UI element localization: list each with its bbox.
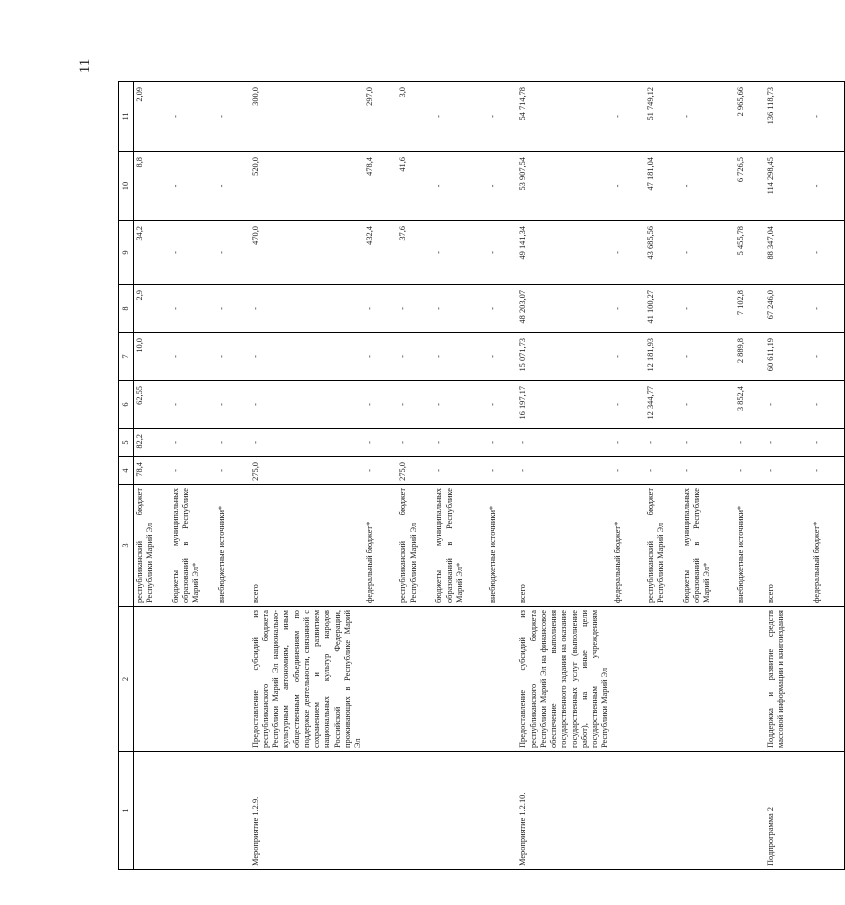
table-cell: - — [487, 82, 517, 152]
table-cell: - — [397, 381, 433, 429]
header-cell: 5 — [119, 429, 134, 457]
table-cell — [364, 607, 397, 752]
table-cell: - — [681, 152, 735, 221]
table-cell — [681, 752, 735, 870]
table-row — [487, 82, 517, 870]
table-cell: - — [433, 285, 487, 333]
table-cell: - — [681, 221, 735, 285]
table-cell: 48 203,07 — [517, 285, 611, 333]
table-cell: республиканский бюджет Республики Марий Эл — [645, 485, 681, 607]
header-cell: 11 — [119, 82, 134, 152]
table-cell: - — [170, 82, 216, 152]
table-cell: 432,4 — [364, 221, 397, 285]
table-cell: - — [433, 457, 487, 485]
header-cell: 10 — [119, 152, 134, 221]
table-cell: 275,0 — [397, 457, 433, 485]
table-cell: - — [250, 429, 365, 457]
header-cell: 4 — [119, 457, 134, 485]
table-cell: внебюджетные источники* — [735, 485, 765, 607]
table-cell: - — [765, 457, 811, 485]
table-cell: 82,2 — [134, 429, 170, 457]
table-cell: 88 347,04 — [765, 221, 811, 285]
table-cell — [433, 607, 487, 752]
table-cell: - — [216, 457, 250, 485]
table-cell: - — [170, 285, 216, 333]
table-cell: - — [433, 429, 487, 457]
table-cell: - — [681, 285, 735, 333]
table-cell: Мероприятие 1.2.9. — [250, 752, 365, 870]
table-cell: 2,9 — [134, 285, 170, 333]
table-cell: 51 749,12 — [645, 82, 681, 152]
table-cell: 67 246,0 — [765, 285, 811, 333]
table-row — [216, 82, 250, 870]
table-cell: - — [487, 285, 517, 333]
table-cell: - — [811, 82, 845, 152]
table-cell — [170, 752, 216, 870]
table-cell: 2 889,8 — [735, 333, 765, 381]
table-cell — [216, 607, 250, 752]
table-cell: - — [645, 429, 681, 457]
table-cell: 2 965,66 — [735, 82, 765, 152]
table-cell: 8,8 — [134, 152, 170, 221]
table-cell: - — [216, 381, 250, 429]
table-cell: - — [811, 221, 845, 285]
table-cell: федеральный бюджет* — [612, 485, 645, 607]
table-cell: - — [216, 82, 250, 152]
table-cell: - — [487, 457, 517, 485]
table-cell: - — [170, 457, 216, 485]
table-cell: 114 298,45 — [765, 152, 811, 221]
table-row — [612, 82, 645, 870]
table-cell: - — [612, 82, 645, 152]
table-cell — [397, 752, 433, 870]
table-cell: - — [397, 429, 433, 457]
table-cell: - — [681, 333, 735, 381]
table-row — [765, 82, 811, 870]
table-cell — [397, 607, 433, 752]
table-cell: - — [397, 285, 433, 333]
table-cell: - — [216, 429, 250, 457]
table-cell: республиканский бюджет Республики Марий Эл — [397, 485, 433, 607]
table-row — [397, 82, 433, 870]
table-row — [364, 82, 397, 870]
table-cell: - — [170, 152, 216, 221]
table-cell: 2,09 — [134, 82, 170, 152]
table-row — [250, 82, 365, 870]
header-cell: 3 — [119, 485, 134, 607]
table-cell: 3,0 — [397, 82, 433, 152]
rotated-page — [118, 82, 821, 870]
header-cell: 8 — [119, 285, 134, 333]
table-cell: 53 907,54 — [517, 152, 611, 221]
table-cell: 78,4 — [134, 457, 170, 485]
table-cell: - — [170, 221, 216, 285]
table-cell: республиканский бюджет Республики Марий Эл — [134, 485, 170, 607]
table-cell: - — [364, 457, 397, 485]
table-cell: 478,4 — [364, 152, 397, 221]
table-cell: - — [487, 381, 517, 429]
table-cell: 47 181,04 — [645, 152, 681, 221]
table-cell: - — [364, 429, 397, 457]
table-row — [735, 82, 765, 870]
table-cell: - — [250, 285, 365, 333]
table-cell: 12 181,93 — [645, 333, 681, 381]
table-row — [134, 82, 170, 870]
table-cell: - — [735, 429, 765, 457]
table-cell: 7 102,8 — [735, 285, 765, 333]
table-cell: 136 118,73 — [765, 82, 811, 152]
table-cell: - — [216, 152, 250, 221]
table-body — [119, 82, 845, 870]
table-cell: 5 455,78 — [735, 221, 765, 285]
header-cell: 6 — [119, 381, 134, 429]
table-cell: 520,0 — [250, 152, 365, 221]
table-cell: 275,0 — [250, 457, 365, 485]
table-cell: - — [612, 457, 645, 485]
table-cell: 16 197,17 — [517, 381, 611, 429]
table-row — [681, 82, 735, 870]
table-cell: - — [517, 429, 611, 457]
table-cell — [681, 607, 735, 752]
table-cell: бюджеты муниципальных образований в Республике Марий Эл* — [681, 485, 735, 607]
table-cell: 43 685,56 — [645, 221, 681, 285]
table-cell: федеральный бюджет* — [364, 485, 397, 607]
table-cell: - — [811, 457, 845, 485]
table-cell: - — [216, 333, 250, 381]
table-cell: 54 714,78 — [517, 82, 611, 152]
table-cell — [612, 607, 645, 752]
table-cell — [811, 607, 845, 752]
table-cell: 297,0 — [364, 82, 397, 152]
table-cell: - — [612, 221, 645, 285]
table-cell: 41,6 — [397, 152, 433, 221]
table-cell: - — [681, 381, 735, 429]
table-cell: 34,2 — [134, 221, 170, 285]
table-cell: - — [487, 152, 517, 221]
header-cell: 1 — [119, 752, 134, 870]
table-cell — [433, 752, 487, 870]
table-row — [645, 82, 681, 870]
table-cell — [735, 607, 765, 752]
table-cell — [487, 752, 517, 870]
table-cell: - — [612, 381, 645, 429]
table-cell: - — [364, 381, 397, 429]
table-cell: всего — [765, 485, 811, 607]
table-cell: Поддержка и развитие средств массовой информации и книгоиздания — [765, 607, 811, 752]
table-cell: 62,55 — [134, 381, 170, 429]
table-cell: - — [811, 285, 845, 333]
table-cell: 12 344,77 — [645, 381, 681, 429]
table-row — [811, 82, 845, 870]
table-cell: Предоставление субсидий из республиканского бюджета Республики Марий Эл национально-культурным автономиям, иным общественным объединениям по поддержке деятельности, связанной с сохранением и развитием национальных культур народов Российской Федерации, проживающих в Республике Марий Эл — [250, 607, 365, 752]
header-cell: 9 — [119, 221, 134, 285]
table-cell: Предоставление субсидий из республиканского бюджета Республики Марий Эл на финансовое обеспечение выполнения государственного задания на оказание государственных услуг (выполнение работ), на иные цели государственным учреждениям Республики Марий Эл — [517, 607, 611, 752]
table-cell — [364, 752, 397, 870]
table-cell: - — [645, 457, 681, 485]
budget-table — [118, 81, 845, 870]
table-cell: - — [433, 152, 487, 221]
header-cell: 7 — [119, 333, 134, 381]
table-cell: федеральный бюджет* — [811, 485, 845, 607]
table-cell: - — [681, 429, 735, 457]
table-cell: 60 611,19 — [765, 333, 811, 381]
table-cell: - — [811, 152, 845, 221]
table-cell: - — [487, 221, 517, 285]
table-cell: 37,6 — [397, 221, 433, 285]
table-cell: - — [612, 152, 645, 221]
table-cell — [170, 607, 216, 752]
table-cell: - — [811, 429, 845, 457]
table-cell: - — [433, 381, 487, 429]
table-row — [517, 82, 611, 870]
table-row — [433, 82, 487, 870]
table-cell: внебюджетные источники* — [487, 485, 517, 607]
table-cell: 3 852,4 — [735, 381, 765, 429]
table-cell: Подпрограмма 2 — [765, 752, 811, 870]
table-cell — [216, 752, 250, 870]
table-cell — [612, 752, 645, 870]
table-cell: 10,0 — [134, 333, 170, 381]
table-cell: - — [612, 429, 645, 457]
table-cell: бюджеты муниципальных образований в Республике Марий Эл* — [433, 485, 487, 607]
table-cell: 49 141,34 — [517, 221, 611, 285]
table-cell: - — [612, 285, 645, 333]
table-cell: - — [364, 333, 397, 381]
table-cell: - — [612, 333, 645, 381]
table-cell: Мероприятие 1.2.10. — [517, 752, 611, 870]
table-cell: внебюджетные источники* — [216, 485, 250, 607]
table-cell: бюджеты муниципальных образований в Республике Марий Эл* — [170, 485, 216, 607]
table-cell: - — [517, 457, 611, 485]
page-number: 11 — [77, 58, 93, 74]
table-cell: - — [433, 221, 487, 285]
table-cell — [645, 752, 681, 870]
table-cell: - — [250, 333, 365, 381]
table-cell: 6 726,5 — [735, 152, 765, 221]
table-cell: 15 071,73 — [517, 333, 611, 381]
table-cell — [134, 607, 170, 752]
table-cell: - — [735, 457, 765, 485]
table-cell: - — [765, 381, 811, 429]
table-cell: - — [250, 381, 365, 429]
header-cell: 2 — [119, 607, 134, 752]
table-cell: 300,0 — [250, 82, 365, 152]
table-cell: - — [216, 221, 250, 285]
table-cell: - — [170, 381, 216, 429]
header-row — [119, 82, 134, 870]
table-cell: - — [364, 285, 397, 333]
table-cell: - — [681, 82, 735, 152]
table-cell: - — [433, 333, 487, 381]
table-cell: - — [811, 381, 845, 429]
table-cell — [735, 752, 765, 870]
table-cell: всего — [250, 485, 365, 607]
table-cell: - — [811, 333, 845, 381]
table-cell: всего — [517, 485, 611, 607]
table-cell — [811, 752, 845, 870]
table-cell: - — [487, 333, 517, 381]
table-row — [170, 82, 216, 870]
table-cell: - — [170, 429, 216, 457]
table-cell — [487, 607, 517, 752]
table-cell: - — [681, 457, 735, 485]
table-cell: - — [487, 429, 517, 457]
table-cell: - — [397, 333, 433, 381]
table-cell: 470,0 — [250, 221, 365, 285]
table-cell — [645, 607, 681, 752]
table-cell: - — [216, 285, 250, 333]
table-cell — [134, 752, 170, 870]
table-cell: - — [170, 333, 216, 381]
table-cell: - — [433, 82, 487, 152]
table-cell: - — [765, 429, 811, 457]
table-cell: 41 100,27 — [645, 285, 681, 333]
